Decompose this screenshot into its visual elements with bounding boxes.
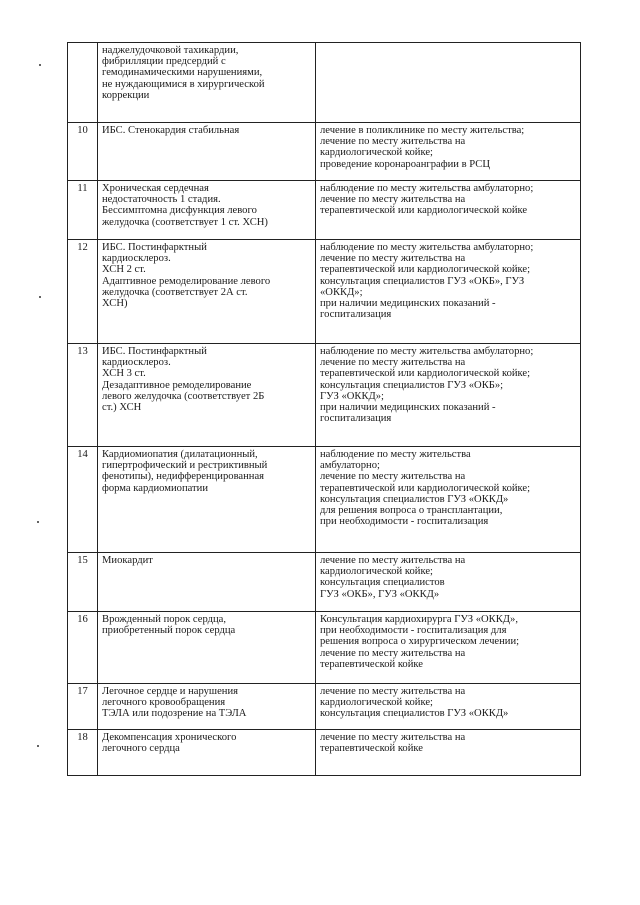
table-row	[68, 553, 581, 612]
margin-mark	[37, 521, 39, 523]
diagnosis-cell: Врожденный порок сердца, приобретенный порок сердца	[98, 612, 316, 684]
diagnosis-cell: ИБС. Постинфарктный кардиосклероз. ХСН 3 ст. Дезадаптивное ремоделирование левого желудочка (соответствует 2Б ст.) ХСН	[98, 344, 316, 447]
row-number: 11	[68, 181, 98, 240]
margin-mark	[39, 64, 41, 66]
table-row	[68, 43, 581, 123]
row-number: 12	[68, 240, 98, 344]
action-cell: Консультация кардиохирурга ГУЗ «ОККД», при необходимости - госпитализация для решения вопроса о хирургическом лечении; лечение по месту жительства на терапевтической койке	[316, 612, 581, 684]
margin-mark	[37, 745, 39, 747]
diagnosis-cell: Декомпенсация хронического легочного сердца	[98, 730, 316, 776]
row-number: 13	[68, 344, 98, 447]
table-row	[68, 447, 581, 553]
diagnosis-cell: Кардиомиопатия (дилатационный, гипертрофический и рестриктивный фенотипы), недифференцированная форма кардиомиопатии	[98, 447, 316, 553]
diagnosis-cell: ИБС. Стенокардия стабильная	[98, 123, 316, 181]
action-cell	[316, 43, 581, 123]
table-row	[68, 344, 581, 447]
row-number: 17	[68, 684, 98, 730]
diagnosis-cell: Легочное сердце и нарушения легочного кровообращения ТЭЛА или подозрение на ТЭЛА	[98, 684, 316, 730]
table-row	[68, 730, 581, 776]
row-number: 18	[68, 730, 98, 776]
diagnosis-cell: ИБС. Постинфарктный кардиосклероз. ХСН 2 ст. Адаптивное ремоделирование левого желудочка (соответствует 2А ст. ХСН)	[98, 240, 316, 344]
action-cell: наблюдение по месту жительства амбулаторно; лечение по месту жительства на терапевтической или кардиологической койке; консультация специалистов ГУЗ «ОКБ», ГУЗ «ОККД»; при наличии медицинских показаний - госпитализация	[316, 240, 581, 344]
action-cell: наблюдение по месту жительства амбулаторно; лечение по месту жительства на терапевтической или кардиологической койке; консультация специалистов ГУЗ «ОКБ»; ГУЗ «ОККД»; при наличии медицинских показаний - госпитализация	[316, 344, 581, 447]
row-number: 16	[68, 612, 98, 684]
action-cell: лечение по месту жительства на терапевтической койке	[316, 730, 581, 776]
diagnosis-cell: Миокардит	[98, 553, 316, 612]
table-row	[68, 684, 581, 730]
action-cell: лечение в поликлинике по месту жительства; лечение по месту жительства на кардиологической койке; проведение коронароангрaфии в РСЦ	[316, 123, 581, 181]
action-cell: лечение по месту жительства на кардиологической койке; консультация специалистов ГУЗ «ОКБ», ГУЗ «ОККД»	[316, 553, 581, 612]
row-number: 15	[68, 553, 98, 612]
table-row	[68, 181, 581, 240]
row-number	[68, 43, 98, 123]
row-number: 14	[68, 447, 98, 553]
diagnosis-cell: Хроническая сердечная недостаточность 1 стадия. Бессимптомна дисфункция левого желудочка (соответствует 1 ст. ХСН)	[98, 181, 316, 240]
table-row	[68, 612, 581, 684]
row-number: 10	[68, 123, 98, 181]
margin-mark	[39, 296, 41, 298]
action-cell: наблюдение по месту жительства амбулаторно; лечение по месту жительства на терапевтической или кардиологической койке; консультация специалистов ГУЗ «ОККД» для решения вопроса о трансплантации, при необходимости - госпитализация	[316, 447, 581, 553]
action-cell: лечение по месту жительства на кардиологической койке; консультация специалистов ГУЗ «ОККД»	[316, 684, 581, 730]
diagnosis-cell: наджелудочковой тахикардии, фибрилляции предсердий с гемодинамическими нарушениями, не нуждающимися в хирургической коррекции	[98, 43, 316, 123]
treatment-routing-table	[67, 42, 581, 776]
table-row	[68, 123, 581, 181]
action-cell: наблюдение по месту жительства амбулаторно; лечение по месту жительства на терапевтической или кардиологической койке	[316, 181, 581, 240]
table-row	[68, 240, 581, 344]
